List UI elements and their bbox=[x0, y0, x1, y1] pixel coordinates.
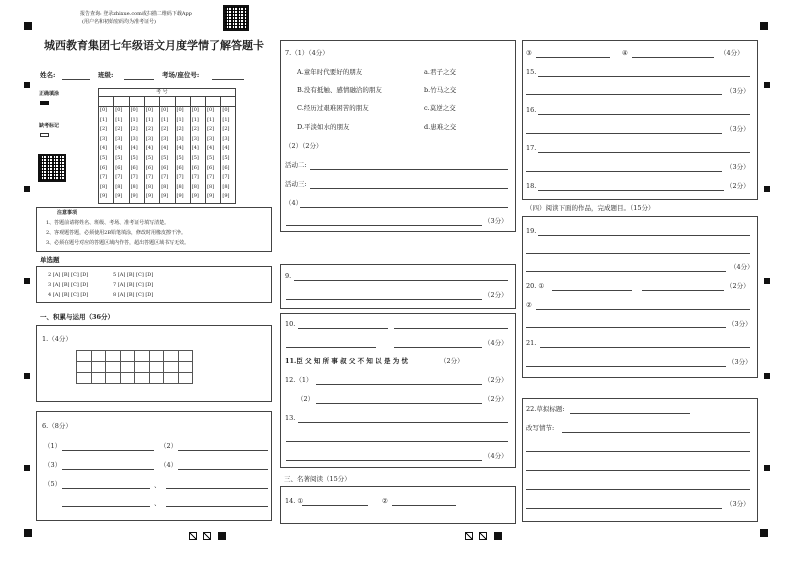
q6-answer-line[interactable] bbox=[62, 450, 154, 451]
timing-mark bbox=[24, 465, 30, 471]
q17-score: （3分） bbox=[726, 163, 750, 171]
q10-answer-line[interactable] bbox=[298, 328, 388, 329]
q1-label: 1.（4分） bbox=[42, 335, 72, 343]
grid-column-divider bbox=[159, 96, 160, 204]
q12-answer-line[interactable] bbox=[316, 403, 482, 404]
exam-digit-bubble[interactable]: [1] bbox=[161, 116, 169, 123]
exam-digit-bubble[interactable]: [6] bbox=[176, 164, 184, 171]
q20-score: （2分） bbox=[726, 282, 750, 290]
exam-digit-bubble[interactable]: [1] bbox=[191, 116, 199, 123]
fill-sample-label: 正确填涂 bbox=[39, 91, 60, 97]
exam-digit-bubble[interactable]: [3] bbox=[115, 135, 123, 142]
q10-score: （4分） bbox=[484, 339, 508, 347]
q7-option: c.莫逆之交 bbox=[424, 104, 456, 112]
exam-digit-bubble[interactable]: [7] bbox=[115, 174, 123, 181]
q22-score: （3分） bbox=[726, 500, 750, 508]
q22-box bbox=[522, 398, 758, 522]
mc-row[interactable]: 3 [A] [B] [C] [D] bbox=[48, 282, 89, 288]
q6-answer-line[interactable] bbox=[166, 488, 268, 489]
q19-answer-line[interactable] bbox=[526, 253, 750, 254]
q7-answer-line[interactable] bbox=[310, 169, 508, 170]
exam-digit-bubble[interactable]: [1] bbox=[115, 116, 123, 123]
exam-digit-bubble[interactable]: [0] bbox=[207, 107, 215, 113]
q12-answer-line[interactable] bbox=[316, 384, 482, 385]
q20-score: （3分） bbox=[728, 320, 752, 328]
q17-answer-line[interactable] bbox=[538, 152, 750, 153]
q6-label: 6.（8分） bbox=[42, 422, 72, 430]
q10-13-box bbox=[280, 313, 516, 468]
exam-digit-bubble[interactable]: [5] bbox=[207, 155, 215, 161]
q15-18-box bbox=[522, 40, 758, 200]
absent-label: 缺考标记 bbox=[39, 123, 60, 129]
exam-digit-bubble[interactable]: [1] bbox=[176, 116, 184, 123]
q9-label: 9. bbox=[285, 272, 292, 280]
exam-digit-bubble[interactable]: [2] bbox=[207, 126, 215, 133]
q1-grid-cell[interactable] bbox=[92, 351, 107, 362]
exam-digit-bubble[interactable]: [4] bbox=[161, 145, 169, 152]
exam-digit-bubble[interactable]: [5] bbox=[115, 155, 123, 161]
exam-digit-bubble[interactable]: [0] bbox=[161, 107, 169, 113]
timing-mark bbox=[764, 82, 770, 88]
exam-digit-bubble[interactable]: [3] bbox=[130, 135, 138, 142]
exam-digit-bubble[interactable]: [8] bbox=[115, 183, 123, 190]
exam-digit-bubble[interactable]: [4] bbox=[100, 145, 108, 152]
q6-item: （4） bbox=[160, 461, 178, 469]
q15-label: 15. bbox=[526, 68, 537, 76]
page-mark-icon bbox=[189, 532, 197, 540]
grid-column-divider bbox=[220, 96, 221, 204]
exam-digit-bubble[interactable]: [9] bbox=[222, 193, 230, 200]
page-title: 城西教育集团七年级语文月度学情了解答题卡 bbox=[44, 39, 264, 52]
grid-column-divider bbox=[144, 96, 145, 204]
q20-answer-line[interactable] bbox=[552, 290, 632, 291]
exam-digit-bubble[interactable]: [7] bbox=[145, 174, 153, 181]
qr-code-icon bbox=[38, 154, 66, 182]
exam-digit-bubble[interactable]: [6] bbox=[191, 164, 199, 171]
report-note-sub: (用户名和初始密码均为准考证号) bbox=[82, 19, 156, 25]
q9-box bbox=[280, 264, 516, 309]
exam-digit-bubble[interactable]: [8] bbox=[191, 183, 199, 190]
q12-sub2: （2） bbox=[297, 395, 315, 403]
q1-grid-cell[interactable] bbox=[150, 351, 165, 362]
q14-answer-line[interactable] bbox=[302, 505, 368, 506]
q1-grid-cell[interactable] bbox=[150, 373, 165, 384]
exam-digit-bubble[interactable]: [6] bbox=[100, 164, 108, 171]
q1-grid-cell[interactable] bbox=[121, 373, 136, 384]
notice-title: 注意事项 bbox=[57, 210, 78, 216]
q15-answer-line[interactable] bbox=[538, 76, 750, 77]
q18-answer-line[interactable] bbox=[538, 190, 724, 191]
exam-digit-bubble[interactable]: [5] bbox=[100, 155, 108, 161]
exam-digit-bubble[interactable]: [9] bbox=[130, 193, 138, 200]
timing-mark bbox=[764, 278, 770, 284]
q7-act2: 活动二: bbox=[285, 161, 307, 169]
q22-title-label: 22.草拟标题: bbox=[526, 405, 565, 413]
q9-answer-line[interactable] bbox=[294, 280, 508, 281]
q20-label: 20. ① bbox=[526, 282, 545, 290]
grid-column-divider bbox=[175, 96, 176, 204]
exam-digit-bubble[interactable]: [7] bbox=[176, 174, 184, 181]
exam-digit-bubble[interactable]: [2] bbox=[161, 126, 169, 133]
q1-grid-cell[interactable] bbox=[121, 362, 136, 373]
class-field[interactable] bbox=[124, 79, 154, 80]
exam-digit-bubble[interactable]: [9] bbox=[207, 193, 215, 200]
q22-answer-line[interactable] bbox=[526, 489, 750, 490]
q9-score: （2分） bbox=[484, 291, 508, 299]
exam-digit-bubble[interactable]: [6] bbox=[207, 164, 215, 171]
notice-item: 3、必须在题号对应的答题区域内作答，超出答题区域书写无效。 bbox=[46, 240, 190, 246]
exam-digit-bubble[interactable]: [1] bbox=[207, 116, 215, 123]
q21-score: （3分） bbox=[728, 358, 752, 366]
q12-score: （2分） bbox=[484, 395, 508, 403]
exam-digit-bubble[interactable]: [5] bbox=[222, 155, 230, 161]
q7-answer-line[interactable] bbox=[286, 225, 482, 226]
q14-answer-line[interactable] bbox=[392, 505, 456, 506]
q6-answer-line[interactable] bbox=[178, 450, 268, 451]
q20-answer-line[interactable] bbox=[642, 290, 724, 291]
timing-mark bbox=[24, 278, 30, 284]
exam-digit-bubble[interactable]: [8] bbox=[222, 183, 230, 190]
q19-answer-line[interactable] bbox=[526, 271, 726, 272]
corner-mark-bl bbox=[24, 529, 32, 537]
q22-answer-line[interactable] bbox=[562, 432, 750, 433]
q18-label: 18. bbox=[526, 182, 537, 190]
q1-grid-cell[interactable] bbox=[135, 351, 150, 362]
grid-column-divider bbox=[129, 96, 130, 204]
q16-answer-line[interactable] bbox=[538, 114, 750, 115]
exam-digit-bubble[interactable]: [9] bbox=[191, 193, 199, 200]
q6-item: （2） bbox=[160, 442, 178, 450]
grid-column-divider bbox=[113, 96, 114, 204]
exam-digit-bubble[interactable]: [2] bbox=[222, 126, 230, 133]
mc-title: 单选题 bbox=[40, 256, 60, 264]
page-mark-icon bbox=[465, 532, 473, 540]
q11-label: 11.臣 父 知 所 事 叔 父 不 知 以 是 为 忧 bbox=[285, 357, 408, 365]
q14-answer-line[interactable] bbox=[536, 57, 610, 58]
section4-title: （四）阅读下面的作品，完成题目。（15分） bbox=[526, 204, 655, 212]
q6-sep: 、 bbox=[154, 499, 161, 507]
q9-answer-line[interactable] bbox=[286, 299, 482, 300]
q10-label: 10. bbox=[285, 320, 296, 328]
q22-answer-line[interactable] bbox=[526, 470, 750, 471]
exam-digit-bubble[interactable]: [3] bbox=[161, 135, 169, 142]
q13-answer-line[interactable] bbox=[286, 460, 482, 461]
page-mark-icon bbox=[479, 532, 487, 540]
q12-label: 12.（1） bbox=[285, 376, 313, 384]
q14-mark4: ④ bbox=[622, 49, 628, 57]
q14-score: （4分） bbox=[720, 49, 744, 57]
page-mark-filled bbox=[218, 532, 226, 540]
exam-digit-bubble[interactable]: [9] bbox=[161, 193, 169, 200]
q16-label: 16. bbox=[526, 106, 537, 114]
exam-digit-bubble[interactable]: [3] bbox=[191, 135, 199, 142]
exam-digit-bubble[interactable]: [2] bbox=[100, 126, 108, 133]
notice-item: 2、客观题答题，必须使用2B铅笔填涂，修改时用橡皮擦干净。 bbox=[46, 230, 187, 236]
q7-option: b.竹马之交 bbox=[424, 86, 457, 94]
exam-digit-bubble[interactable]: [7] bbox=[222, 174, 230, 181]
mc-row[interactable]: 7 [A] [B] [C] [D] bbox=[113, 282, 154, 288]
q14-mark2: ② bbox=[382, 497, 388, 505]
absent-checkbox[interactable] bbox=[40, 133, 49, 137]
q6-answer-line[interactable] bbox=[178, 469, 268, 470]
exam-digit-bubble[interactable]: [5] bbox=[176, 155, 184, 161]
exam-digit-bubble[interactable]: [6] bbox=[145, 164, 153, 171]
q14-mark3: ③ bbox=[526, 49, 532, 57]
q1-grid-cell[interactable] bbox=[164, 373, 179, 384]
q21-label: 21. bbox=[526, 339, 537, 347]
exam-digit-bubble[interactable]: [0] bbox=[145, 107, 153, 113]
timing-mark bbox=[24, 186, 30, 192]
q13-score: （4分） bbox=[484, 452, 508, 460]
exam-digit-bubble[interactable]: [0] bbox=[100, 107, 108, 113]
exam-digit-bubble[interactable]: [4] bbox=[222, 145, 230, 152]
timing-mark bbox=[24, 373, 30, 379]
exam-digit-bubble[interactable]: [8] bbox=[145, 183, 153, 190]
exam-digit-bubble[interactable]: [2] bbox=[145, 126, 153, 133]
q15-answer-line[interactable] bbox=[526, 94, 722, 95]
q19-answer-line[interactable] bbox=[538, 235, 750, 236]
q7-answer-line[interactable] bbox=[300, 207, 508, 208]
grid-column-divider bbox=[190, 96, 191, 204]
q7-sub2: （2）（2分） bbox=[285, 142, 323, 150]
q1-grid-cell[interactable] bbox=[92, 362, 107, 373]
exam-digit-bubble[interactable]: [5] bbox=[130, 155, 138, 161]
q21-answer-line[interactable] bbox=[540, 347, 750, 348]
exam-digit-bubble[interactable]: [9] bbox=[145, 193, 153, 200]
class-label: 班级: bbox=[98, 71, 114, 79]
exam-digit-bubble[interactable]: [0] bbox=[176, 107, 184, 113]
q10-answer-line[interactable] bbox=[394, 328, 508, 329]
q1-grid-cell[interactable] bbox=[164, 362, 179, 373]
exam-digit-bubble[interactable]: [2] bbox=[176, 126, 184, 133]
name-label: 姓名: bbox=[40, 71, 56, 79]
exam-digit-bubble[interactable]: [0] bbox=[222, 107, 230, 113]
q1-grid-cell[interactable] bbox=[135, 373, 150, 384]
exam-digit-bubble[interactable]: [1] bbox=[222, 116, 230, 123]
timing-mark bbox=[764, 186, 770, 192]
mc-row[interactable]: 8 [A] [B] [C] [D] bbox=[113, 292, 154, 298]
timing-mark bbox=[764, 465, 770, 471]
q22-answer-line[interactable] bbox=[526, 451, 750, 452]
exam-digit-bubble[interactable]: [5] bbox=[145, 155, 153, 161]
exam-digit-bubble[interactable]: [9] bbox=[176, 193, 184, 200]
grid-divider bbox=[98, 96, 236, 97]
timing-mark bbox=[24, 82, 30, 88]
report-note: 报告查询: 登录zhixue.com或扫描二维码下载App bbox=[80, 11, 192, 17]
q1-grid-cell[interactable] bbox=[150, 362, 165, 373]
q1-grid-cell[interactable] bbox=[135, 362, 150, 373]
q12-score: （2分） bbox=[484, 376, 508, 384]
q17-label: 17. bbox=[526, 144, 537, 152]
exam-digit-bubble[interactable]: [2] bbox=[130, 126, 138, 133]
exam-digit-bubble[interactable]: [8] bbox=[207, 183, 215, 190]
q7-sub4: （4） bbox=[285, 199, 303, 207]
q6-answer-line[interactable] bbox=[62, 488, 150, 489]
exam-digit-bubble[interactable]: [2] bbox=[191, 126, 199, 133]
q18-score: （2分） bbox=[726, 182, 750, 190]
q10-answer-line[interactable] bbox=[286, 347, 376, 348]
seat-field[interactable] bbox=[212, 79, 244, 80]
exam-digit-bubble[interactable]: [6] bbox=[222, 164, 230, 171]
section3-title: 三、名著阅读（15分） bbox=[284, 475, 351, 483]
q7-option: C.经历过艰难困苦的朋友 bbox=[297, 104, 369, 112]
q1-grid-cell[interactable] bbox=[92, 373, 107, 384]
q20-answer-line[interactable] bbox=[536, 309, 750, 310]
section1-title: 一、积累与运用（36分） bbox=[40, 313, 115, 321]
q21-answer-line[interactable] bbox=[526, 366, 726, 367]
q1-grid-cell[interactable] bbox=[179, 373, 194, 384]
q22-plot-label: 改写情节: bbox=[526, 424, 555, 432]
q19-score: （4分） bbox=[730, 263, 754, 271]
q1-grid-cell[interactable] bbox=[179, 362, 194, 373]
exam-digit-bubble[interactable]: [5] bbox=[191, 155, 199, 161]
exam-digit-bubble[interactable]: [7] bbox=[100, 174, 108, 181]
exam-digit-bubble[interactable]: [0] bbox=[191, 107, 199, 113]
q6-answer-line[interactable] bbox=[62, 469, 154, 470]
mc-row[interactable]: 4 [A] [B] [C] [D] bbox=[48, 292, 89, 298]
q13-answer-line[interactable] bbox=[286, 441, 508, 442]
q1-grid-cell[interactable] bbox=[77, 373, 92, 384]
q11-score: （2分） bbox=[440, 357, 464, 365]
exam-digit-bubble[interactable]: [6] bbox=[115, 164, 123, 171]
q10-answer-line[interactable] bbox=[394, 347, 482, 348]
mc-row[interactable]: 5 [A] [B] [C] [D] bbox=[113, 272, 154, 278]
q7-option: D.平淡如水的朋友 bbox=[297, 123, 350, 131]
exam-digit-bubble[interactable]: [0] bbox=[130, 107, 138, 113]
exam-digit-bubble[interactable]: [4] bbox=[115, 145, 123, 152]
q7-option: A.童年时代要好的朋友 bbox=[297, 68, 363, 76]
notice-item: 1、答题前请将姓名、班级、考场、准考证号填写清楚。 bbox=[46, 220, 170, 226]
q7-answer-line[interactable] bbox=[310, 188, 508, 189]
q13-answer-line[interactable] bbox=[298, 422, 508, 423]
exam-digit-bubble[interactable]: [8] bbox=[130, 183, 138, 190]
exam-digit-bubble[interactable]: [3] bbox=[176, 135, 184, 142]
q6-answer-line[interactable] bbox=[166, 506, 268, 507]
q1-grid-cell[interactable] bbox=[121, 351, 136, 362]
q7-option: d.患难之交 bbox=[424, 123, 457, 131]
q6-item: （3） bbox=[44, 461, 62, 469]
exam-digit-bubble[interactable]: [8] bbox=[100, 183, 108, 190]
corner-mark-tl bbox=[24, 22, 32, 30]
mc-row[interactable]: 2 [A] [B] [C] [D] bbox=[48, 272, 89, 278]
q1-grid-cell[interactable] bbox=[77, 351, 92, 362]
name-field[interactable] bbox=[62, 79, 90, 80]
corner-mark-br bbox=[760, 529, 768, 537]
page-mark-filled bbox=[494, 532, 502, 540]
exam-digit-bubble[interactable]: [1] bbox=[100, 116, 108, 123]
q19-21-box bbox=[522, 216, 758, 378]
exam-digit-bubble[interactable]: [3] bbox=[145, 135, 153, 142]
q6-answer-line[interactable] bbox=[62, 506, 150, 507]
exam-digit-bubble[interactable]: [9] bbox=[115, 193, 123, 200]
q14-answer-line[interactable] bbox=[632, 57, 714, 58]
exam-digit-bubble[interactable]: [1] bbox=[130, 116, 138, 123]
q14-label: 14. ① bbox=[285, 497, 304, 505]
q1-grid-cell[interactable] bbox=[106, 373, 121, 384]
qr-code-icon bbox=[223, 5, 249, 31]
q6-sep: 、 bbox=[154, 481, 161, 489]
exam-digit-bubble[interactable]: [4] bbox=[207, 145, 215, 152]
q7-act3: 活动三: bbox=[285, 180, 307, 188]
q7-option: a.君子之交 bbox=[424, 68, 456, 76]
exam-digit-bubble[interactable]: [7] bbox=[130, 174, 138, 181]
q15-score: （3分） bbox=[726, 87, 750, 95]
q13-label: 13. bbox=[285, 414, 296, 422]
page-mark-icon bbox=[203, 532, 211, 540]
exam-digit-bubble[interactable]: [3] bbox=[100, 135, 108, 142]
q19-label: 19. bbox=[526, 227, 537, 235]
q1-grid-cell[interactable] bbox=[106, 351, 121, 362]
q1-grid-cell[interactable] bbox=[164, 351, 179, 362]
exam-digit-bubble[interactable]: [2] bbox=[115, 126, 123, 133]
q6-item: （1） bbox=[44, 442, 62, 450]
exam-digit-bubble[interactable]: [7] bbox=[207, 174, 215, 181]
exam-digit-bubble[interactable]: [4] bbox=[191, 145, 199, 152]
exam-digit-bubble[interactable]: [8] bbox=[176, 183, 184, 190]
exam-digit-bubble[interactable]: [1] bbox=[145, 116, 153, 123]
timing-mark bbox=[764, 373, 770, 379]
exam-digit-bubble[interactable]: [5] bbox=[161, 155, 169, 161]
grid-column-divider bbox=[205, 96, 206, 204]
exam-digit-bubble[interactable]: [3] bbox=[222, 135, 230, 142]
q22-title-line[interactable] bbox=[570, 413, 690, 414]
exam-digit-bubble[interactable]: [9] bbox=[100, 193, 108, 200]
q16-answer-line[interactable] bbox=[526, 133, 722, 134]
q7-label: 7.（1）（4分） bbox=[285, 49, 329, 57]
q17-answer-line[interactable] bbox=[526, 171, 722, 172]
q6-item: （5） bbox=[44, 480, 62, 488]
exam-digit-bubble[interactable]: [7] bbox=[161, 174, 169, 181]
q7-option: B.没有抵触、感情融洽的朋友 bbox=[297, 86, 382, 94]
exam-digit-bubble[interactable]: [4] bbox=[130, 145, 138, 152]
fill-sample-mark bbox=[40, 101, 49, 105]
exam-digit-bubble[interactable]: [4] bbox=[176, 145, 184, 152]
exam-number-label: 考 号 bbox=[156, 89, 168, 95]
seat-label: 考场/座位号: bbox=[162, 71, 200, 79]
q20-answer-line[interactable] bbox=[526, 327, 726, 328]
q1-grid-cell[interactable] bbox=[179, 351, 194, 362]
exam-digit-bubble[interactable]: [6] bbox=[130, 164, 138, 171]
corner-mark-tr bbox=[760, 22, 768, 30]
exam-digit-bubble[interactable]: [3] bbox=[207, 135, 215, 142]
exam-digit-bubble[interactable]: [0] bbox=[115, 107, 123, 113]
q20-label-2: ② bbox=[526, 301, 532, 309]
q16-score: （3分） bbox=[726, 125, 750, 133]
exam-digit-bubble[interactable]: [6] bbox=[161, 164, 169, 171]
q1-grid-cell[interactable] bbox=[106, 362, 121, 373]
q1-grid-cell[interactable] bbox=[77, 362, 92, 373]
exam-digit-bubble[interactable]: [8] bbox=[161, 183, 169, 190]
exam-digit-bubble[interactable]: [4] bbox=[145, 145, 153, 152]
q7-score: （3分） bbox=[484, 217, 508, 225]
exam-digit-bubble[interactable]: [7] bbox=[191, 174, 199, 181]
q22-answer-line[interactable] bbox=[526, 508, 722, 509]
